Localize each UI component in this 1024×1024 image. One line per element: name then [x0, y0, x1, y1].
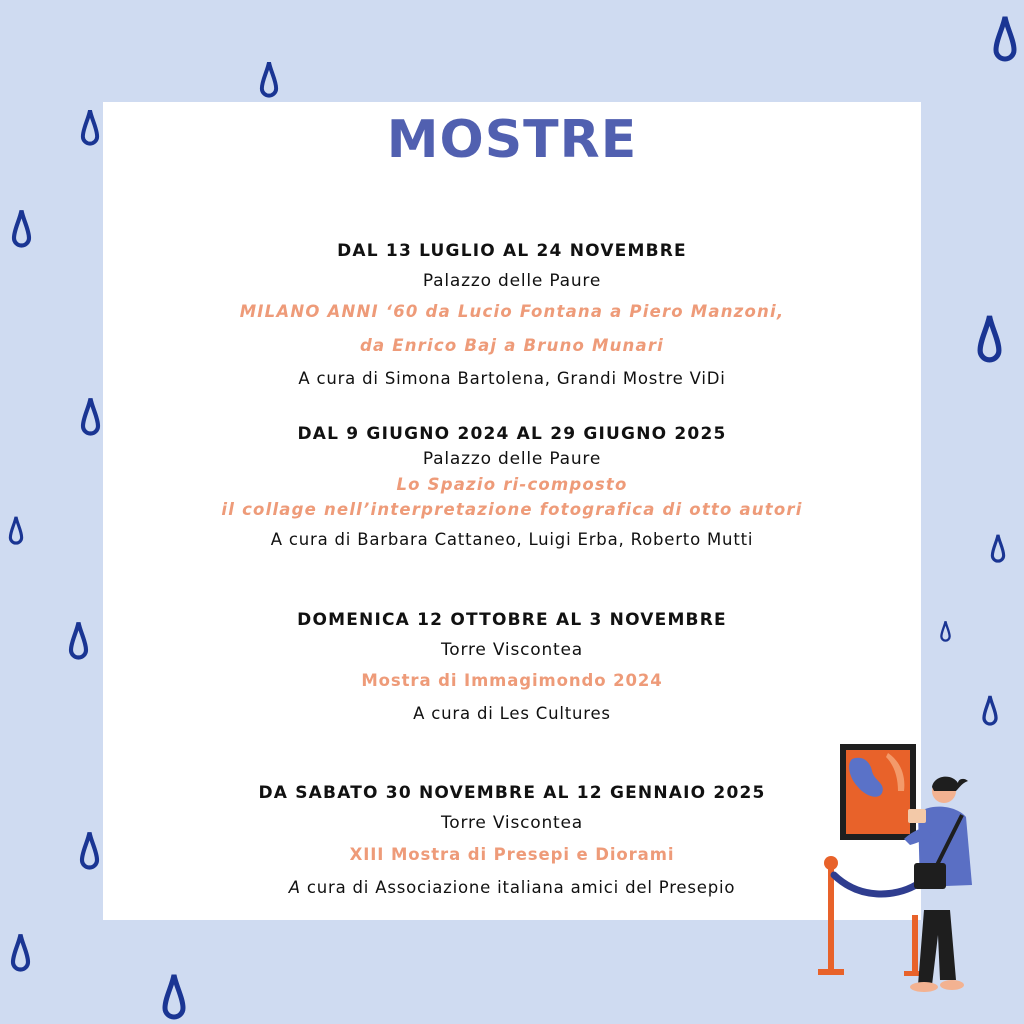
- event-curator: A cura di Les Cultures: [413, 704, 611, 723]
- raindrop-icon: [162, 972, 186, 1020]
- event-venue: Palazzo delle Paure: [422, 449, 602, 469]
- raindrop-icon: [79, 830, 100, 870]
- event-venue: Torre Viscontea: [441, 640, 583, 660]
- event-venue: Palazzo delle Paure: [422, 271, 602, 291]
- raindrop-icon: [80, 108, 100, 146]
- event-curator: [103, 878, 921, 897]
- event-curator: A cura di Barbara Cattaneo, Luigi Erba, Roberto Mutti: [270, 530, 754, 549]
- event-date: DAL 13 LUGLIO AL 24 NOVEMBRE: [337, 241, 687, 261]
- raindrop-icon: [990, 533, 1006, 563]
- event-title-line-1: MILANO ANNI ‘60 da Lucio Fontana a Piero Manzoni,: [239, 302, 785, 321]
- raindrop-icon: [939, 620, 952, 642]
- curator-prefix: A: [288, 878, 301, 897]
- event-venue: Torre Viscontea: [441, 813, 583, 833]
- event-title-line-1: Lo Spazio ri-composto: [396, 475, 628, 494]
- event-date: DA SABATO 30 NOVEMBRE AL 12 GENNAIO 2025: [258, 783, 766, 803]
- exhibitions-card: [103, 102, 921, 920]
- event-title: XIII Mostra di Presepi e Diorami: [349, 845, 675, 864]
- raindrop-icon: [259, 60, 279, 98]
- event-curator: A cura di Simona Bartolena, Grandi Mostre ViDi: [298, 369, 726, 388]
- event-title: Mostra di Immagimondo 2024: [361, 671, 663, 690]
- museum-visitor-illustration: [800, 735, 1000, 1015]
- raindrop-icon: [981, 694, 999, 726]
- event-date: DOMENICA 12 OTTOBRE AL 3 NOVEMBRE: [297, 610, 727, 630]
- raindrop-icon: [8, 515, 24, 545]
- page-title: MOSTRE: [386, 110, 638, 170]
- raindrop-icon: [993, 14, 1017, 62]
- event-title-line-2: da Enrico Baj a Bruno Munari: [359, 336, 665, 355]
- raindrop-icon: [68, 620, 89, 660]
- raindrop-icon: [10, 932, 31, 972]
- curator-text: cura di Associazione italiana amici del Presepio: [300, 878, 736, 897]
- raindrop-icon: [11, 208, 32, 248]
- event-title-line-2: il collage nell’interpretazione fotografica di otto autori: [221, 500, 803, 519]
- event-date: DAL 9 GIUGNO 2024 AL 29 GIUGNO 2025: [297, 424, 727, 444]
- raindrop-icon: [80, 396, 101, 436]
- raindrop-icon: [977, 313, 1002, 363]
